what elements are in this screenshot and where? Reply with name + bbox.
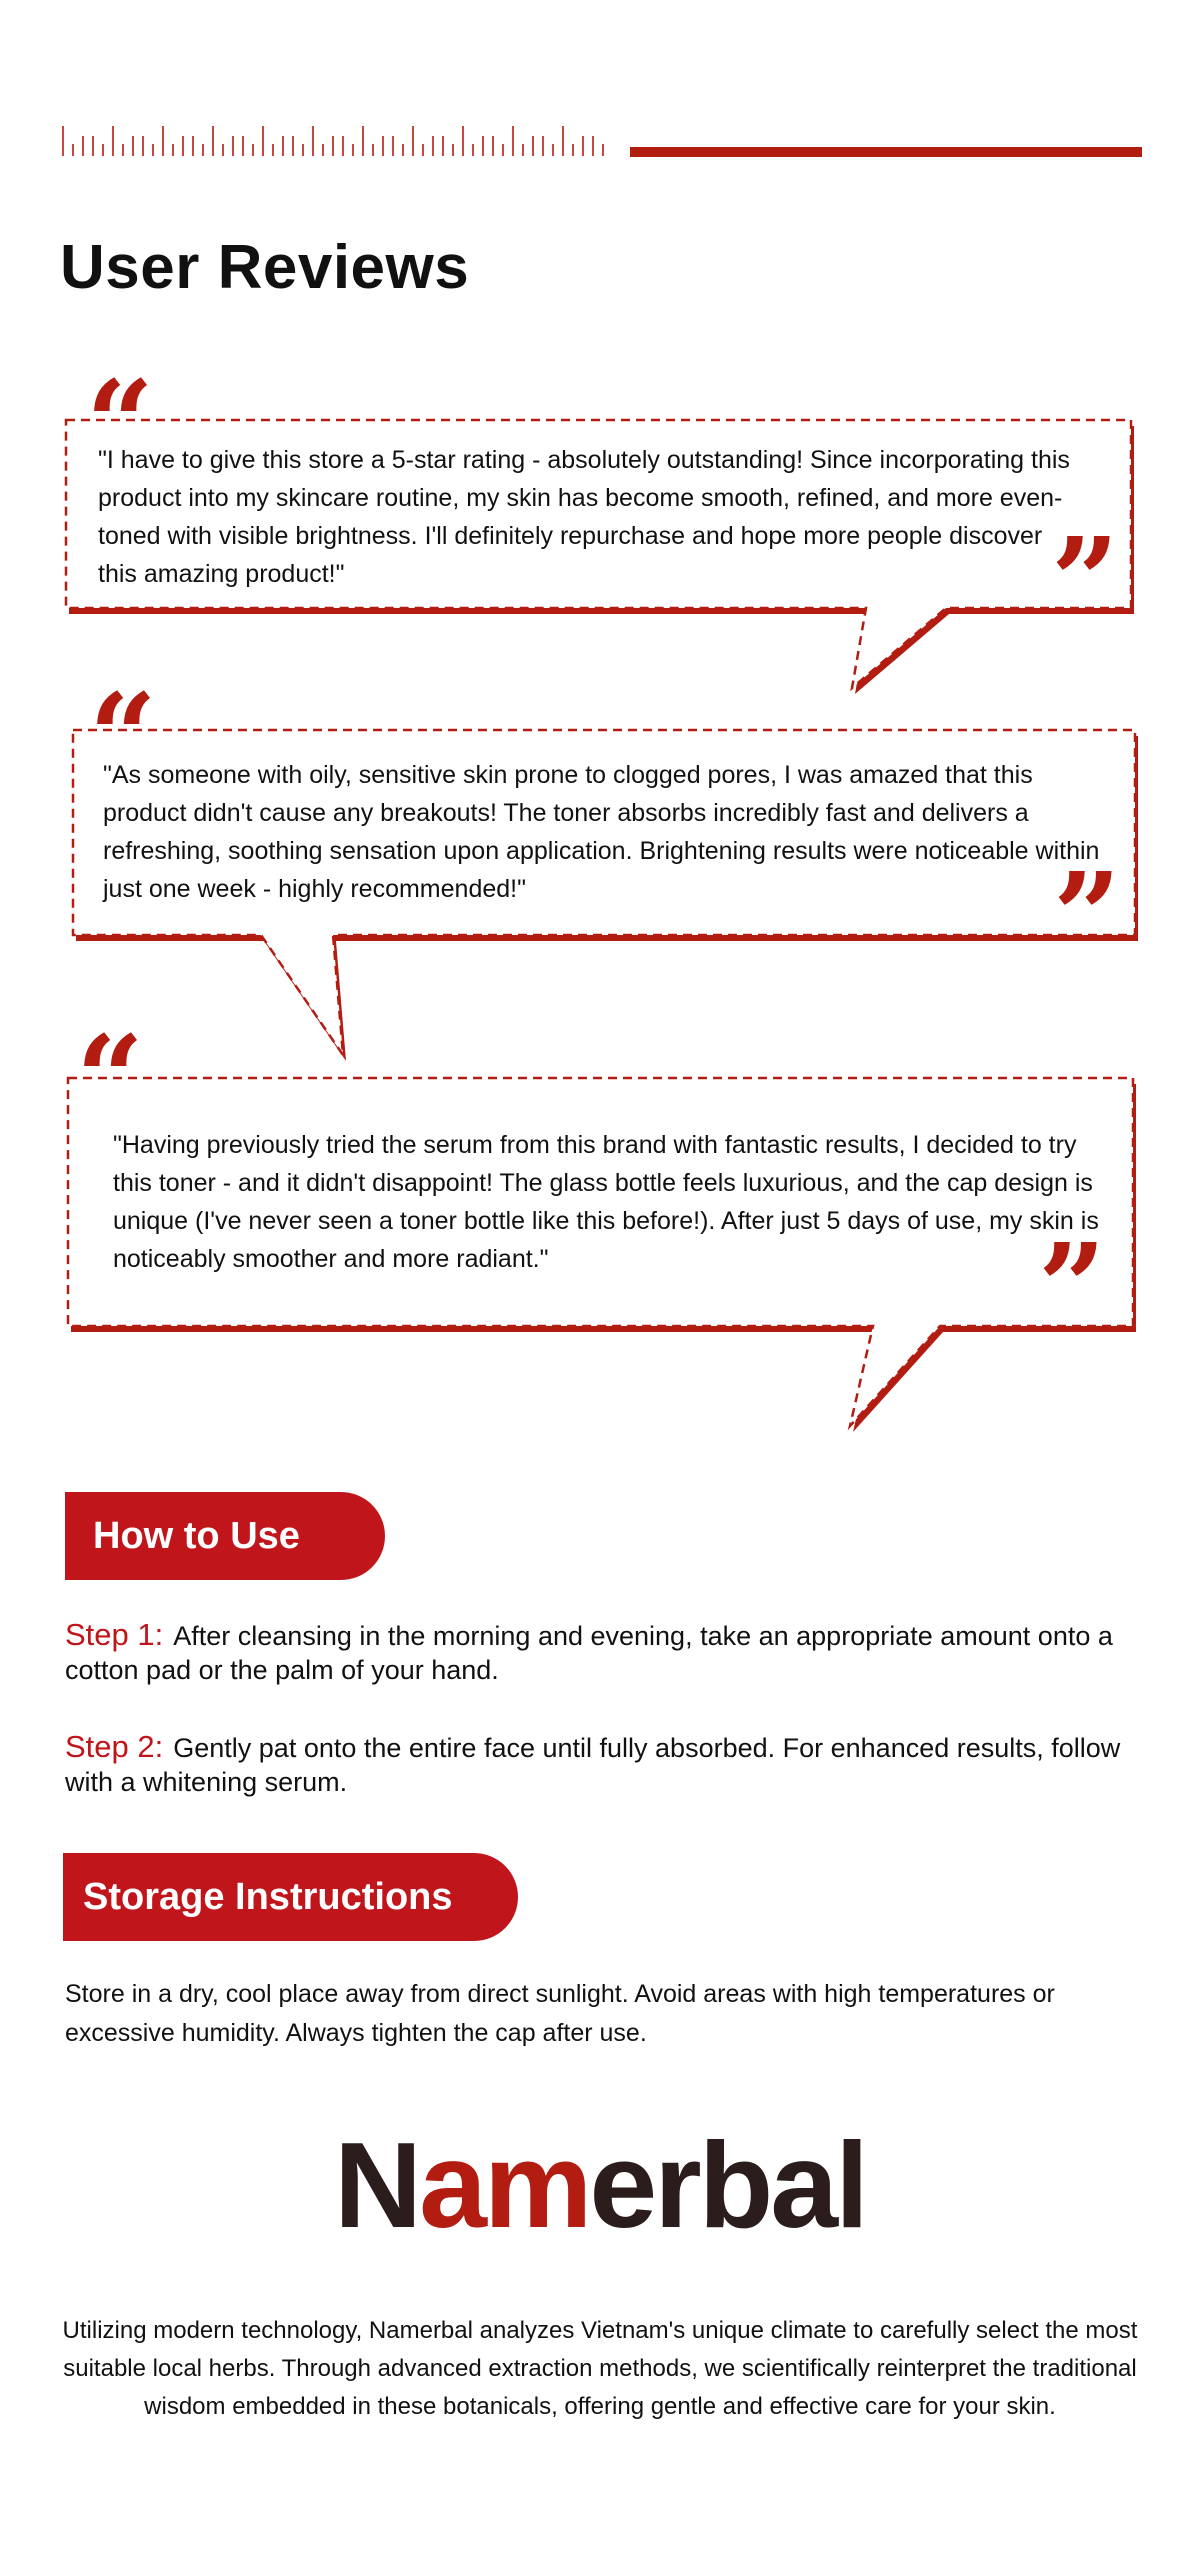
header-red-bar — [630, 147, 1142, 157]
logo-part-accent: am — [419, 2117, 590, 2253]
review-card — [68, 1009, 1133, 1428]
step-2-text: Gently pat onto the entire face until fully absorbed. For enhanced results, follow with a whitening serum. — [65, 1733, 1121, 1797]
logo-part-3: erbal — [589, 2117, 867, 2253]
logo-part-1: N — [333, 2117, 420, 2253]
how-to-use-heading: How to Use — [65, 1492, 385, 1580]
step-1-text: After cleansing in the morning and evening, take an appropriate amount onto a cotton pad or the palm of your hand. — [65, 1621, 1113, 1685]
review-card — [73, 667, 1135, 1060]
brand-description: Utilizing modern technology, Namerbal analyzes Vietnam's unique climate to carefully select the most suitable local herbs. Through advanced extraction methods, we scientifically reinterpret the traditional wisdom embedded in these botanicals, offering gentle and effective care for your skin. — [62, 2317, 1138, 2420]
open-quote-icon: “ — [86, 354, 154, 493]
close-quote-icon: ” — [1038, 1217, 1106, 1356]
open-quote-icon: “ — [89, 667, 157, 806]
review-text: "As someone with oily, sensitive skin prone to clogged pores, I was amazed that this product didn't cause any breakouts! The toner absorbs incredibly fast and delivers a refreshing, soothing sensation upon application. Brightening results were noticeable within just one week - highly recommended!" — [103, 761, 1100, 903]
step-2-label: Step 2: — [65, 1729, 164, 1764]
brand-logo — [0, 2115, 1200, 2255]
open-quote-icon: “ — [76, 1009, 144, 1148]
storage-instructions-heading: Storage Instructions — [63, 1853, 518, 1941]
step-1-label: Step 1: — [65, 1617, 164, 1652]
storage-text: Store in a dry, cool place away from direct sunlight. Avoid areas with high temperatures or excessive humidity. Always tighten the cap after use. — [65, 1980, 1055, 2047]
step-2 — [65, 1730, 1125, 1799]
page-title: User Reviews — [60, 233, 470, 302]
review-text: "I have to give this store a 5-star rating - absolutely outstanding! Since incorporating this product into my skincare routine, my skin has become smooth, refined, and more even-toned with visible brightness. I'll definitely repurchase and hope more people discover this amazing product!" — [98, 446, 1070, 588]
review-card — [66, 354, 1131, 690]
ruler-decoration — [62, 122, 607, 158]
review-text: "Having previously tried the serum from this brand with fantastic results, I decided to try this toner - and it didn't disappoint! The glass bottle feels luxurious, and the cap design is unique (I've never seen a toner bottle like this before!). After just 5 days of use, my skin is noticeably smoother and more radiant." — [113, 1131, 1099, 1273]
close-quote-icon: ” — [1053, 846, 1121, 985]
step-1 — [65, 1618, 1125, 1687]
close-quote-icon: ” — [1051, 511, 1119, 650]
